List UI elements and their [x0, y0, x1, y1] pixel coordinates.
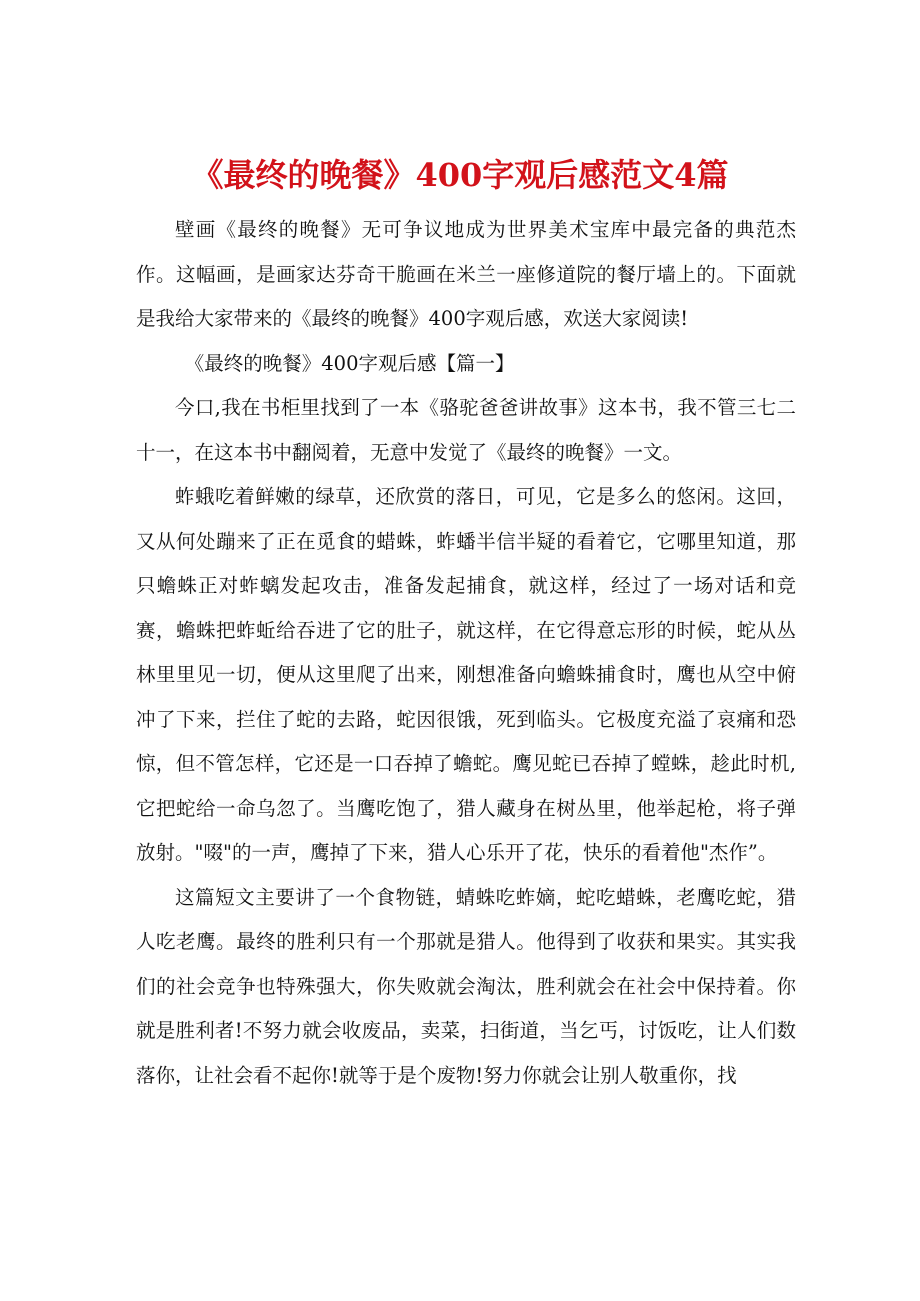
- intro-paragraph: 壁画《最终的晚餐》无可争议地成为世界美术宝库中最完备的典范杰作。这幅画，是画家达芬奇干脆画在米兰一座修道院的餐厅墙上的。下面就是我给大家带来的《最终的晚餐》400字观后感，欢送大家阅读!: [136, 218, 796, 330]
- section-heading: 《最终的晚餐》400字观后感【篇一】: [184, 351, 515, 375]
- body-paragraph: 今口,我在书柜里找到了一本《骆驼爸爸讲故事》这本书，我不管三七二十一，在这本书中翻阅着，无意中发觉了《最终的晚餐》一文。: [136, 396, 796, 464]
- document-body: [136, 208, 796, 1098]
- document-title: 《最终的晚餐》400字观后感范文4篇: [191, 156, 729, 195]
- body-paragraph: 蚱蛾吃着鲜嫩的绿草，还欣赏的落日，可见，它是多么的悠闲。这回，又从何处蹦来了正在觅食的蜡蛛，蚱蟠半信半疑的看着它，它哪里知道，那只蟾蛛正对蚱螭发起攻击，准备发起捕食，就这样，经过了一场对话和竞赛，蟾蛛把蚱蚯给吞进了它的肚子，就这样，在它得意忘形的时候，蛇从丛林里里见一切，便从这里爬了出来，刚想准备向蟾蛛捕食时，鹰也从空中俯冲了下来，拦住了蛇的去路，蛇因很饿，死到临头。它极度充溢了哀痛和恐惊，但不管怎样，它还是一口吞掉了蟾蛇。鹰见蛇已吞掉了螳蛛，趁此时机,它把蛇给一命乌忽了。当鹰吃饱了，猎人藏身在树丛里，他举起枪，将子弹放射。"啜"的一声，鹰掉了下来，猎人心乐开了花，快乐的看着他"杰作”。: [136, 485, 796, 864]
- body-paragraph: 这篇短文主要讲了一个食物链，蜻蛛吃蚱嫡，蛇吃蜡蛛，老鹰吃蛇，猎人吃老鹰。最终的胜利只有一个那就是猎人。他得到了收获和果实。其实我们的社会竞争也特殊强大，你失败就会淘汰，胜利就会在社会中保持着。你就是胜利者!不努力就会收废品，卖菜，扫街道，当乞丐，讨饭吃，让人们数落你，让社会看不起你!就等于是个废物!努力你就会让别人敬重你，找: [136, 885, 796, 1087]
